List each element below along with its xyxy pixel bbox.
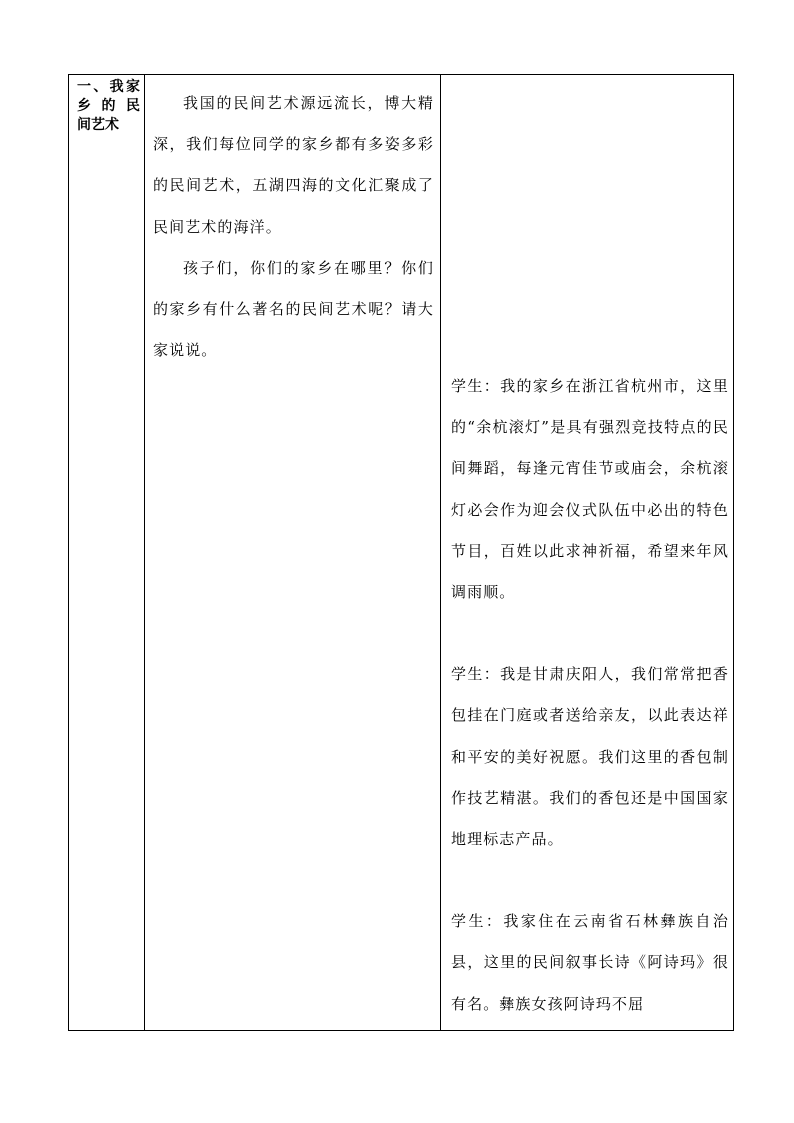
student-response: 学生：我家住在云南省石林彝族自治县，这里的民间叙事长诗《阿诗玛》很有名。彝族女孩阿诗玛不屈 bbox=[451, 912, 729, 1013]
section-title-line: 间艺术 bbox=[77, 117, 119, 133]
teacher-paragraph: 孩子们，你们的家乡在哪里？你们的家乡有什么著名的民间艺术呢？请大家说说。 bbox=[153, 258, 434, 360]
teacher-paragraph: 我国的民间艺术源远流长，博大精深，我们每位同学的家乡都有多姿多彩的民间艺术，五湖四海的文化汇聚成了民间艺术的海洋。 bbox=[153, 94, 434, 236]
section-title-cell bbox=[69, 75, 145, 1030]
section-title-line: 一、我家 bbox=[77, 79, 140, 95]
section-title-line: 乡的民 bbox=[77, 98, 140, 114]
student-response: 学生：我是甘肃庆阳人，我们常常把香包挂在门庭或者送给亲友，以此表达祥和平安的美好祝愿。我们这里的香包制作技艺精湛。我们的香包还是中国国家地理标志产品。 bbox=[451, 665, 729, 849]
teacher-activity-cell bbox=[145, 75, 441, 1030]
section-title bbox=[77, 78, 140, 135]
lesson-plan-table bbox=[68, 74, 734, 1031]
student-response: 学生：我的家乡在浙江省杭州市，这里的“余杭滚灯”是具有强烈竞技特点的民间舞蹈，每逢元宵佳节或庙会，余杭滚灯必会作为迎会仪式队伍中必出的特色节目，百姓以此求神祈福，希望来年风调雨顺。 bbox=[451, 377, 729, 602]
student-activity-cell bbox=[441, 75, 733, 1030]
